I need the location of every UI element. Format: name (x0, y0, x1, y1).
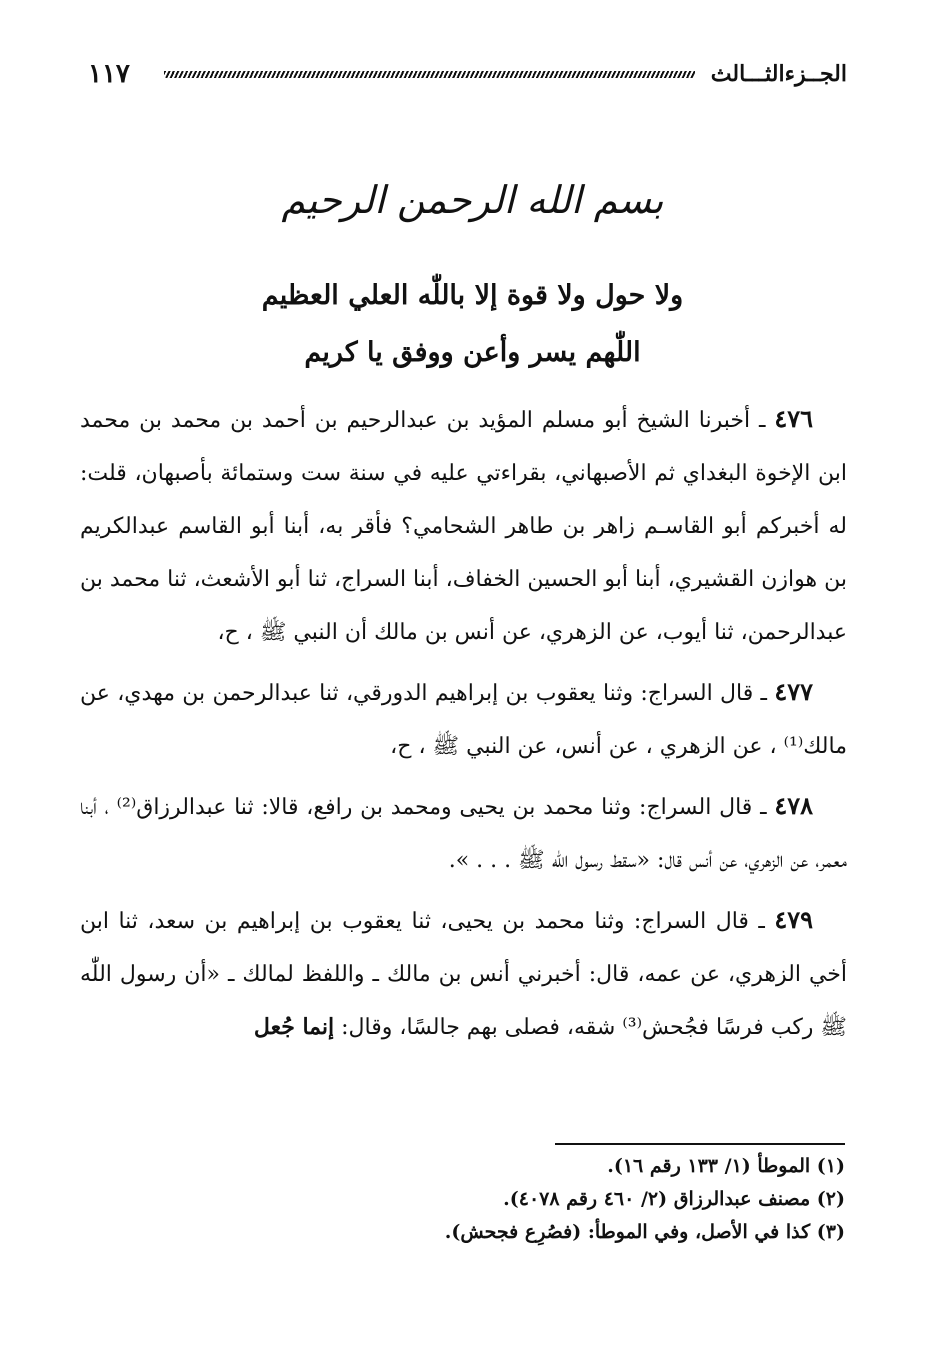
footnote-separator (555, 1143, 845, 1145)
invocation-line-1: ولا حول ولا قوة إلا باللّٰه العلي العظيم (261, 280, 684, 311)
basmala-calligraphy: بسم الله الرحمن الرحيم (281, 178, 664, 222)
hadith-text: ـ قال السراج: وثنا محمد بن يحيى ومحمد بن رافع، قالا: ثنا عبدالرزاق⁽²⁾ ، أبنا معمر، عن الزهري، عن أنس قال: «سقط رسول اللّٰه ﷺ . . . ». (80, 795, 847, 873)
page-number: ١١٧ (88, 59, 130, 89)
hadith-number: ٤٧٨ (774, 791, 813, 820)
invocation-line-2: اللّٰهم يسر وأعن ووفق يا كريم (304, 337, 641, 368)
hadith-number: ٤٧٧ (774, 677, 813, 706)
page-header (88, 52, 847, 96)
hadith-479 (80, 893, 847, 1054)
hadith-477 (80, 665, 847, 773)
hadith-emphasis: إنما جُعل (253, 1014, 335, 1040)
footnote-2: (٢) مصنف عبدالرزاق (٢/ ٤٦٠ رقم ٤٠٧٨). (503, 1188, 845, 1210)
hadith-text: ـ أخبرنا الشيخ أبو مسلم المؤيد بن عبدالرحيم بن أحمد بن محمد بن محمد ابن الإخوة البغداي ثم الأصبهاني، بقراءتي عليه في سنة ست وستمائة بأصبهان، قلت: له أخبركم أبو القاسـم زاهر بن طاهر الشحامي؟ فأقر به، أبنا أبو القاسم عبدالكريم بن هوازن القشيري، أبنا أبو الحسين الخفاف، أبنا السراج، ثنا أبو الأشعث، ثنا محمد بن عبدالرحمن، ثنا أيوب، عن الزهري، عن أنس بن مالك أن النبي ﷺ ، ح، (80, 408, 847, 645)
hadith-number: ٤٧٩ (774, 905, 813, 934)
footnote-1: (١) الموطأ (١/ ١٣٣ رقم ١٦). (607, 1155, 845, 1177)
main-text (80, 392, 847, 1060)
hadith-476 (80, 392, 847, 659)
running-head: الجــزءالثـــالث (710, 61, 847, 87)
header-rule (164, 71, 695, 78)
hadith-text: ـ قال السراج: وثنا محمد بن يحيى، ثنا يعقوب بن إبراهيم بن سعد، ثنا ابن أخي الزهري، عن عمه، قال: أخبرني أنس بن مالك ـ واللفظ لمالك ـ «أن رسول اللّٰه ﷺ ركب فرسًا فجُحش⁽³⁾ شقه، فصلى بهم جالسًا، وقال: (80, 909, 847, 1040)
footnote-3: (٣) كذا في الأصل، وفي الموطأ: (فصُرِع فجحش). (444, 1221, 845, 1243)
hadith-number: ٤٧٦ (774, 404, 813, 433)
hadith-478 (80, 779, 847, 887)
footnotes (80, 1150, 845, 1249)
hadith-text: ـ قال السراج: وثنا يعقوب بن إبراهيم الدورقي، ثنا عبدالرحمن بن مهدي، عن مالك⁽¹⁾ ، عن الزهري ، عن أنس، عن النبي ﷺ ، ح، (80, 681, 847, 759)
